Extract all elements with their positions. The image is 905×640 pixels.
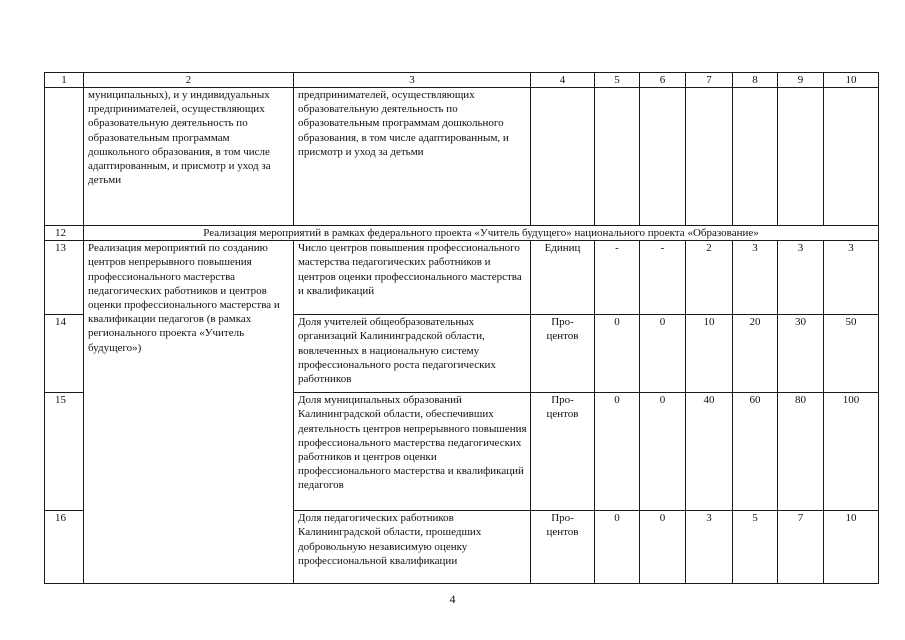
header-cell: 7 xyxy=(686,73,733,88)
measure-cell: Реализация мероприятий по созданию центров непрерывного повышения профессионального мастерства педагогических работников и центров оценки профессионального мастерства и квалификации педагогов (в рамках регионального проекта «Учитель будущего») xyxy=(84,241,294,584)
value-cell: 0 xyxy=(640,511,686,584)
table-row xyxy=(45,241,879,315)
row-number: 16 xyxy=(45,511,84,584)
header-cell: 6 xyxy=(640,73,686,88)
value-cell: 30 xyxy=(778,315,824,393)
value-cell: 0 xyxy=(640,393,686,511)
measure-cell: муниципальных), и у индивидуальных предпринимателей, осуществляющих образовательную деятельность по образовательным программам дошкольного образования, в том числе адаптированным, и присмотр и уход за детьми xyxy=(84,88,294,226)
value-cell: 3 xyxy=(733,241,778,315)
header-cell: 4 xyxy=(531,73,595,88)
header-cell: 5 xyxy=(595,73,640,88)
header-cell: 2 xyxy=(84,73,294,88)
value-cell: 0 xyxy=(640,315,686,393)
header-cell: 10 xyxy=(824,73,879,88)
value-cell: 10 xyxy=(686,315,733,393)
value-cell: 3 xyxy=(686,511,733,584)
indicators-table xyxy=(44,72,879,584)
header-cell: 1 xyxy=(45,73,84,88)
value-cell: - xyxy=(595,241,640,315)
row-number: 14 xyxy=(45,315,84,393)
value-cell: 50 xyxy=(824,315,879,393)
value-cell: 0 xyxy=(595,393,640,511)
indicator-cell: Доля педагогических работников Калининградской области, прошедших добровольную независимую оценку профессиональной квалификации xyxy=(294,511,531,584)
unit-cell: Про- центов xyxy=(531,511,595,584)
value-cell: 0 xyxy=(595,315,640,393)
header-cell: 9 xyxy=(778,73,824,88)
value-cell: 40 xyxy=(686,393,733,511)
page-number: 4 xyxy=(449,592,456,606)
indicator-cell: предпринимателей, осуществляющих образовательную деятельность по образовательным программам дошкольного образования, в том числе адаптированным, и присмотр и уход за детьми xyxy=(294,88,531,226)
unit-cell: Про- центов xyxy=(531,315,595,393)
value-cell: 3 xyxy=(824,241,879,315)
value-cell: 80 xyxy=(778,393,824,511)
indicator-cell: Число центров повышения профессионального мастерства педагогических работников и центров оценки профессионального мастерства и квалификаций xyxy=(294,241,531,315)
header-cell: 3 xyxy=(294,73,531,88)
value-cell: 7 xyxy=(778,511,824,584)
indicator-cell: Доля учителей общеобразовательных организаций Калининградской области, вовлеченных в национальную систему профессионального роста педагогических работников xyxy=(294,315,531,393)
section-row xyxy=(45,226,879,241)
value-cell: 3 xyxy=(778,241,824,315)
value-cell: 5 xyxy=(733,511,778,584)
value-cell: 0 xyxy=(595,511,640,584)
value-cell: 100 xyxy=(824,393,879,511)
unit-cell: Единиц xyxy=(531,241,595,315)
value-cell: 60 xyxy=(733,393,778,511)
row-number: 13 xyxy=(45,241,84,315)
value-cell: 20 xyxy=(733,315,778,393)
value-cell: 10 xyxy=(824,511,879,584)
section-title: Реализация мероприятий в рамках федерального проекта «Учитель будущего» национального проекта «Образование» xyxy=(84,226,879,241)
table-row-continued xyxy=(45,88,879,226)
value-cell: 2 xyxy=(686,241,733,315)
table-header-row xyxy=(45,73,879,88)
indicator-cell: Доля муниципальных образований Калининградской области, обеспечивших деятельность центров непрерывного повышения профессионального мастерства педагогических работников и центров оценки профессионального мастерства и квалификаций педагогов xyxy=(294,393,531,511)
value-cell: - xyxy=(640,241,686,315)
unit-cell: Про- центов xyxy=(531,393,595,511)
row-number: 15 xyxy=(45,393,84,511)
row-number: 12 xyxy=(45,226,84,241)
header-cell: 8 xyxy=(733,73,778,88)
